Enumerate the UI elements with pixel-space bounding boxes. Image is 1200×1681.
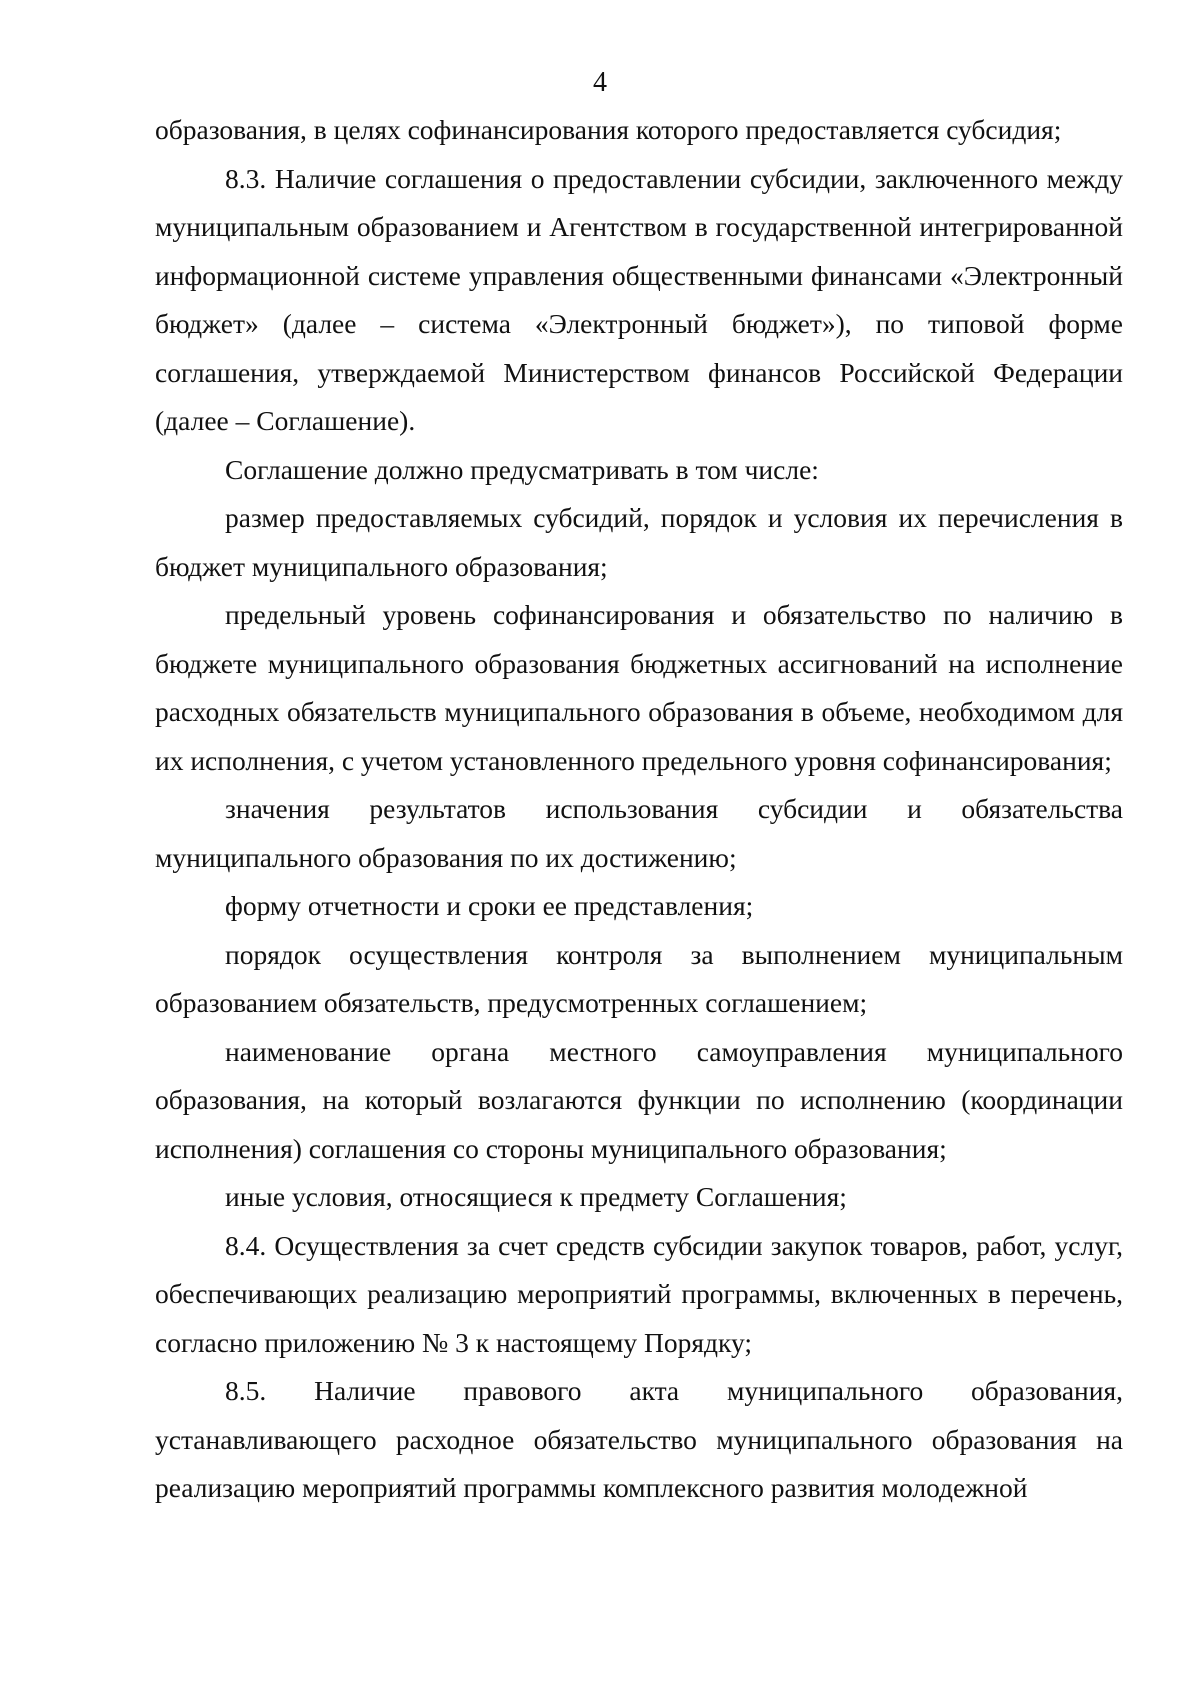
paragraph-agreement-intro: Соглашение должно предусматривать в том числе:: [225, 453, 819, 485]
paragraph-subsidy-size: размер предоставляемых субсидий, порядок и условия их перечисления в бюджет муниципального образования;: [155, 502, 1123, 582]
paragraph-8-3: 8.3. Наличие соглашения о предоставлении субсидии, заключенного между муниципальным образованием и Агентством в государственной интегрированной информационной системе управления общественными финансами «Электронный бюджет» (далее – система «Электронный бюджет»), по типовой форме соглашения, утверждаемой Министерством финансов Российской Федерации (далее – Соглашение).: [155, 162, 1123, 436]
page-number: 4: [593, 67, 607, 98]
paragraph-reporting-form: форму отчетности и сроки ее представления;: [225, 890, 754, 921]
paragraph-results-values: значения результатов использования субсидии и обязательства муниципального образования по их достижению;: [155, 793, 1123, 873]
paragraph-control-procedure: порядок осуществления контроля за выполнением муниципальным образованием обязательств, предусмотренных соглашением;: [155, 938, 1123, 1018]
paragraph-authority-name: наименование органа местного самоуправления муниципального образования, на который возлагаются функции по исполнению (координации исполнения) соглашения со стороны муниципального образования;: [155, 1035, 1123, 1164]
paragraph-other-conditions: иные условия, относящиеся к предмету Соглашения;: [225, 1181, 847, 1212]
paragraph-8-5: 8.5. Наличие правового акта муниципального образования, устанавливающего расходное обязательство муниципального образования на реализацию мероприятий программы комплексного развития молодежной: [155, 1375, 1123, 1503]
paragraph-continuation: образования, в целях софинансирования которого предоставляется субсидия;: [155, 114, 1062, 145]
paragraph-cofinancing-level: предельный уровень софинансирования и обязательство по наличию в бюджете муниципального образования бюджетных ассигнований на исполнение расходных обязательств муниципального образования в объеме, необходимом для их исполнения, с учетом установленного предельного уровня софинансирования;: [155, 599, 1123, 776]
paragraph-8-4: 8.4. Осуществления за счет средств субсидии закупок товаров, работ, услуг, обеспечивающих реализацию мероприятий программы, включенных в перечень, согласно приложению № 3 к настоящему Порядку;: [155, 1229, 1123, 1358]
document-body: [155, 106, 1123, 1513]
